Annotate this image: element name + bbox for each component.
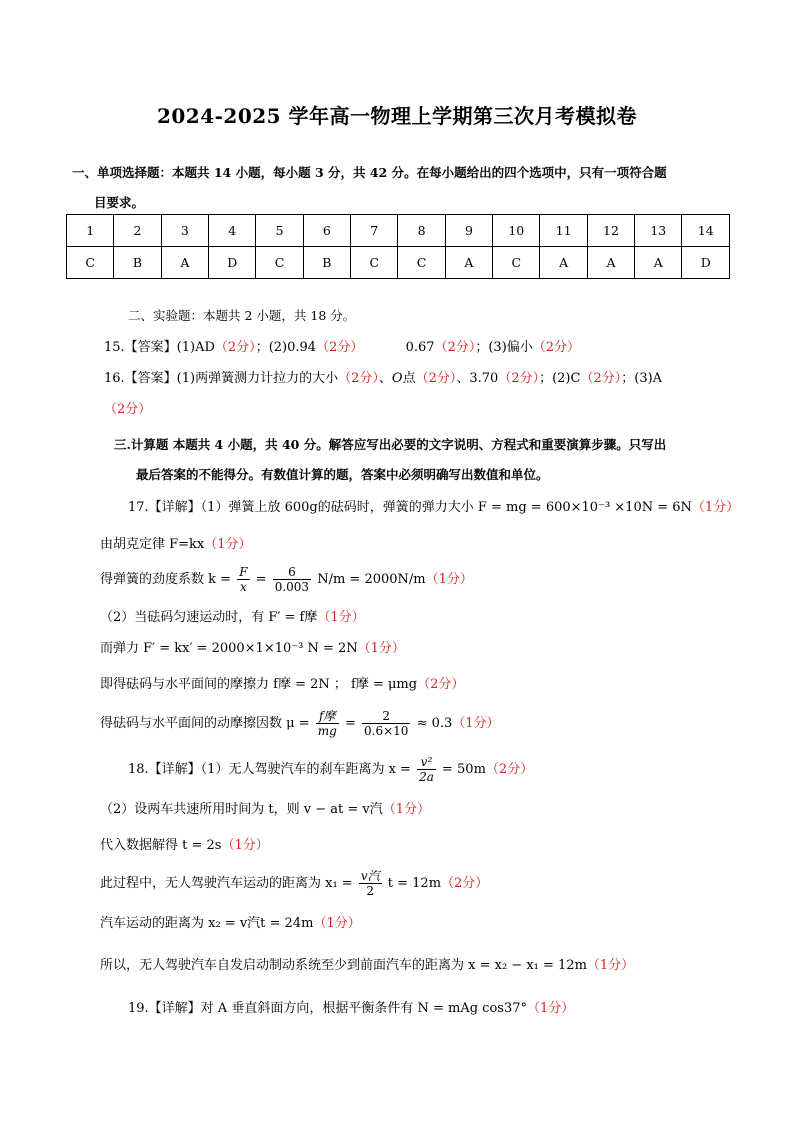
- section3-line1: 三.计算题 本题共 4 小题，共 40 分。解答应写出必要的文字说明、方程式和重要演算步骤。只写出: [114, 437, 667, 452]
- q15-text-3: 0.67: [405, 340, 435, 355]
- q18-line1: [128, 750, 533, 790]
- q18-line4: [100, 864, 488, 904]
- answer-cell: D: [209, 247, 256, 279]
- q18-line3-score: （1分）: [221, 838, 269, 853]
- q17-fraction-1: [237, 565, 249, 594]
- question-number-cell: 11: [540, 215, 587, 247]
- q15-answer: [104, 338, 580, 358]
- q15-text-1: 15.【答案】(1)AD: [104, 340, 215, 355]
- q17-line7: [100, 704, 500, 744]
- q16-score-1: （2分）: [338, 371, 379, 386]
- q17-line2-score: （1分）: [204, 537, 252, 552]
- q15-text-4: ；(3)偏小: [475, 340, 533, 355]
- q16-text-2: 、: [378, 371, 392, 386]
- q17-line4-score: （1分）: [317, 610, 365, 625]
- q17-fraction-4-num: 2: [362, 709, 410, 724]
- q16-answer: [104, 369, 662, 389]
- q18-line3-text: 代入数据解得 t = 2s: [100, 838, 222, 853]
- q16-score-5: （2分）: [104, 402, 152, 417]
- q17-line2-text: 由胡克定律 F=kx: [100, 537, 205, 552]
- question-number-cell: 2: [114, 215, 161, 247]
- q16-score-4: （2分）: [580, 371, 622, 386]
- q17-line4: [100, 608, 365, 628]
- q18-line4-score: （2分）: [441, 876, 489, 891]
- answer-cell: A: [540, 247, 587, 279]
- answer-cell: A: [635, 247, 682, 279]
- q17-line6-text: 即得砝码与水平面间的摩擦力 f摩 = 2N ； f摩 = μmg: [100, 677, 418, 692]
- answer-cell: C: [398, 247, 445, 279]
- q17-fraction-3-den: mg: [317, 724, 337, 738]
- q17-line1-text: 17.【详解】（1）弹簧上放 600g的砝码时，弹簧的弹力大小 F = mg = 600×10⁻³ ×10N = 6N: [128, 500, 692, 515]
- q18-line1-score: （2分）: [485, 762, 534, 777]
- answer-table: [66, 214, 730, 279]
- q18-line2-score: （1分）: [382, 802, 431, 817]
- q17-line7-text-b: =: [344, 716, 356, 731]
- q17-fraction-2-num: 6: [273, 565, 311, 580]
- q17-line7-text-c: ≈ 0.3: [416, 716, 453, 731]
- section1-line1: 一、单项选择题：本题共 14 小题，每小题 3 分，共 42 分。在每小题给出的四个选项中，只有一项符合题: [72, 165, 667, 180]
- answer-table-answer-row: [67, 247, 730, 279]
- answer-table-number-row: [67, 215, 730, 247]
- q17-line3-score: （1分）: [425, 572, 473, 587]
- answer-cell: B: [114, 247, 161, 279]
- q18-line6-text: 所以，无人驾驶汽车自发启动制动系统至少到前面汽车的距离为 x = x₂ − x₁ = 12m: [100, 958, 587, 973]
- question-number-cell: 5: [256, 215, 303, 247]
- q18-fraction-2-num: v汽: [360, 869, 380, 883]
- answer-cell: B: [303, 247, 350, 279]
- q18-line4-text-a: 此过程中，无人驾驶汽车运动的距离为 x₁ =: [100, 876, 353, 891]
- q17-fraction-1-num: F: [239, 565, 248, 579]
- answer-cell: C: [351, 247, 398, 279]
- q18-fraction-2-den: 2: [366, 884, 375, 898]
- q18-fraction-1-den: 2a: [419, 770, 434, 784]
- answer-cell: A: [587, 247, 634, 279]
- q17-line3-text-b: =: [255, 572, 267, 587]
- q17-line3-text-c: N/m = 2000N/m: [317, 572, 426, 587]
- q17-line3: [100, 562, 473, 598]
- section3-heading: [114, 430, 726, 490]
- q18-line2-text: （2）设两车共速所用时间为 t，则 v − at = v汽: [100, 802, 383, 817]
- q16-text-5: ；(2)C: [539, 371, 581, 386]
- q15-score-2: （2分）: [316, 340, 364, 355]
- question-number-cell: 1: [67, 215, 114, 247]
- q16-score-3: （2分）: [498, 371, 540, 386]
- q17-line1-score: （1分）: [691, 500, 740, 515]
- question-number-cell: 6: [303, 215, 350, 247]
- q16-score-2: （2分）: [415, 371, 457, 386]
- q17-line7-score: （1分）: [452, 716, 500, 731]
- answer-cell: A: [445, 247, 492, 279]
- answer-cell: D: [682, 247, 730, 279]
- q16-point-o: O: [391, 371, 403, 386]
- q18-line5: [100, 914, 361, 934]
- q19-line1-text: 19.【详解】对 A 垂直斜面方向，根据平衡条件有 N = mAg cos37°: [128, 1001, 527, 1016]
- q17-line1: [128, 498, 739, 518]
- q17-line3-text-a: 得弹簧的劲度系数 k =: [100, 572, 232, 587]
- q18-line3: [100, 836, 269, 856]
- section1-line2: 目要求。: [94, 195, 145, 210]
- question-number-cell: 3: [161, 215, 208, 247]
- question-number-cell: 13: [635, 215, 682, 247]
- q18-line4-text-b: t = 12m: [387, 876, 442, 891]
- q15-text-2: ；(2)0.94: [255, 340, 317, 355]
- q17-fraction-1-den: x: [239, 580, 247, 594]
- q18-line5-text: 汽车运动的距离为 x₂ = v汽t = 24m: [100, 916, 314, 931]
- q19-line1-score: （1分）: [526, 1001, 575, 1016]
- question-number-cell: 10: [493, 215, 540, 247]
- q17-fraction-2: [273, 565, 311, 594]
- question-number-cell: 7: [351, 215, 398, 247]
- q17-line5-score: （1分）: [357, 641, 405, 656]
- question-number-cell: 14: [682, 215, 730, 247]
- q17-fraction-4-den: 0.6×10: [364, 724, 409, 738]
- section3-line2: 最后答案的不能得分。有数值计算的题，答案中必须明确写出数值和单位。: [136, 467, 549, 482]
- q18-fraction-1-num: v²: [417, 755, 436, 770]
- section1-heading: [72, 158, 732, 218]
- q17-fraction-4: [362, 709, 410, 738]
- q19-line1: [128, 999, 574, 1019]
- q17-line4-text: （2）当砝码匀速运动时，有 F′ = f摩: [100, 610, 318, 625]
- q17-line5: [100, 639, 405, 659]
- answer-cell: C: [493, 247, 540, 279]
- q16-text-3: 点: [402, 371, 416, 386]
- q16-text-1: 16.【答案】(1)两弹簧测力计拉力的大小: [104, 371, 339, 386]
- q17-fraction-3: [316, 709, 339, 738]
- answer-cell: C: [256, 247, 303, 279]
- question-number-cell: 4: [209, 215, 256, 247]
- q17-line5-text: 而弹力 F′ = kx′ = 2000×1×10⁻³ N = 2N: [100, 641, 358, 656]
- q18-line6: [100, 956, 634, 976]
- q16-text-6: ；(3)A: [621, 371, 663, 386]
- q18-line2: [100, 800, 430, 820]
- q18-fraction-1: [417, 755, 436, 784]
- q17-fraction-2-den: 0.003: [274, 580, 310, 594]
- q18-fraction-2: [359, 869, 382, 898]
- q17-line2: [100, 535, 252, 555]
- answer-cell: A: [161, 247, 208, 279]
- q17-fraction-3-num: f摩: [316, 709, 339, 724]
- q18-line1-text-b: = 50m: [442, 762, 486, 777]
- question-number-cell: 8: [398, 215, 445, 247]
- q17-line6: [100, 675, 464, 695]
- q17-line6-score: （2分）: [417, 677, 465, 692]
- q15-score-3: （2分）: [434, 340, 476, 355]
- q15-score-1: （2分）: [214, 340, 256, 355]
- q18-line1-text-a: 18.【详解】（1）无人驾驶汽车的刹车距离为 x =: [128, 762, 411, 777]
- q17-line7-text-a: 得砝码与水平面间的动摩擦因数 μ =: [100, 716, 310, 731]
- q18-line5-score: （1分）: [313, 916, 361, 931]
- page-title: 2024-2025 学年高一物理上学期第三次月考模拟卷: [156, 104, 638, 128]
- question-number-cell: 12: [587, 215, 634, 247]
- q18-line6-score: （1分）: [586, 958, 635, 973]
- answer-cell: C: [67, 247, 114, 279]
- q16-text-4: 、3.70: [456, 371, 499, 386]
- section2-heading: 二、实验题：本题共 2 小题，共 18 分。: [128, 308, 356, 323]
- q15-score-4: （2分）: [532, 340, 581, 355]
- question-number-cell: 9: [445, 215, 492, 247]
